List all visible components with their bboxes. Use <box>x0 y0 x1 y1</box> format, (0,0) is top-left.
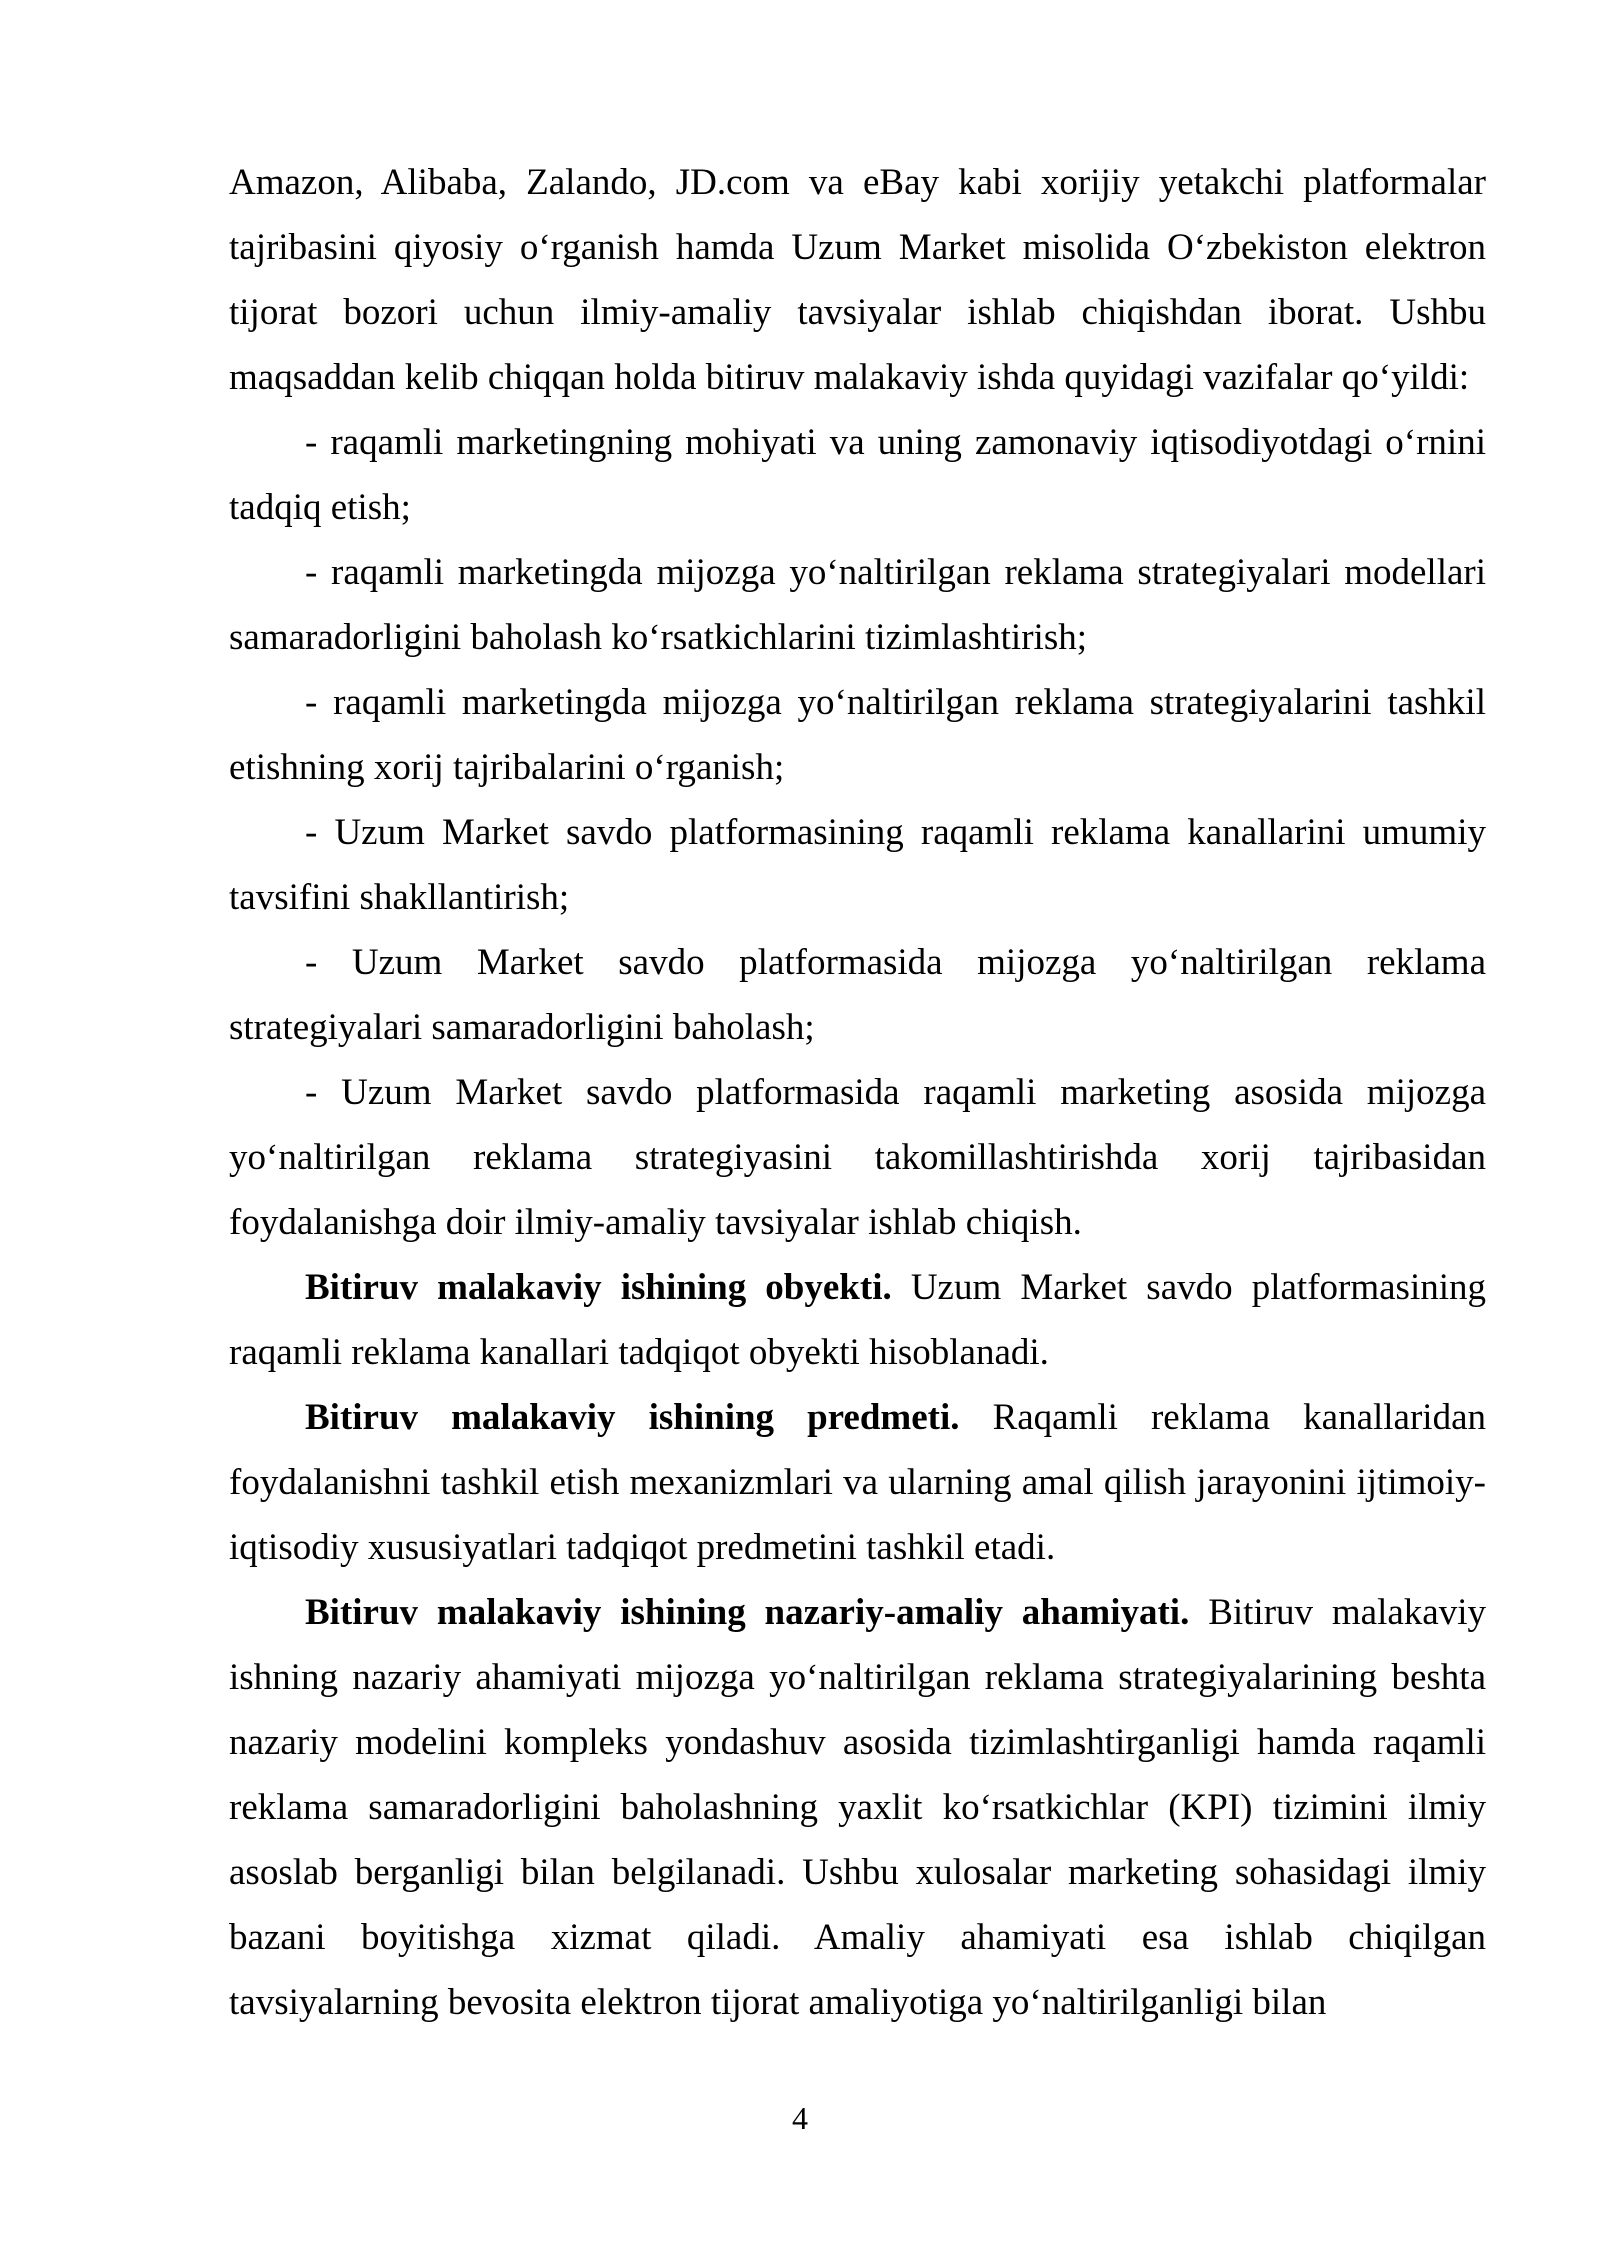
paragraph-text: Uzum Market savdo platformasining raqamli reklama kanallari tadqiqot obyekti hisoblanadi. <box>229 1267 1487 1373</box>
page-number: 4 <box>792 2100 808 2136</box>
paragraph-heading: Bitiruv malakaviy ishining obyekti. <box>305 1267 892 1308</box>
paragraph-intro <box>229 150 1486 410</box>
list-item-task-6 <box>229 1060 1486 1255</box>
list-item-text: - raqamli marketingning mohiyati va uning zamonaviy iqtisodiyotdagi o‘rnini tadqiq etish; <box>229 422 1486 528</box>
list-item-text: - Uzum Market savdo platformasida mijozga yo‘naltirilgan reklama strategiyalari samaradorligini baholash; <box>229 942 1486 1048</box>
list-item-task-5 <box>229 930 1486 1060</box>
page-body <box>229 150 1486 2035</box>
list-item-text: - Uzum Market savdo platformasida raqamli marketing asosida mijozga yo‘naltirilgan reklama strategiyasini takomillashtirishda xorij tajribasidan foydalanishga doir ilmiy-amaliy tavsiyalar ishlab chiqish. <box>229 1072 1486 1243</box>
paragraph-object <box>229 1255 1486 1385</box>
paragraph-significance <box>229 1580 1486 2035</box>
list-item-task-4 <box>229 800 1486 930</box>
paragraph-text: Raqamli reklama kanallaridan foydalanishni tashkil etish mexanizmlari va ularning amal qilish jarayonini ijtimoiy-iqtisodiy xususiyatlari tadqiqot predmetini tashkil etadi. <box>229 1397 1486 1568</box>
paragraph-heading: Bitiruv malakaviy ishining nazariy-amaliy ahamiyati. <box>305 1592 1190 1633</box>
list-item-task-2 <box>229 540 1486 670</box>
paragraph-text: Bitiruv malakaviy ishning nazariy ahamiyati mijozga yo‘naltirilgan reklama strategiyalarining beshta nazariy modelini kompleks yondashuv asosida tizimlashtirganligi hamda raqamli reklama samaradorligini baholashning yaxlit ko‘rsatkichlar (KPI) tizimini ilmiy asoslab berganligi bilan belgilanadi. Ushbu xulosalar marketing sohasidagi ilmiy bazani boyitishga xizmat qiladi. Amaliy ahamiyati esa ishlab chiqilgan tavsiyalarning bevosita elektron tijorat amaliyotiga yo‘naltirilganligi bilan <box>229 1592 1486 2023</box>
list-item-text: - raqamli marketingda mijozga yo‘naltirilgan reklama strategiyalarini tashkil etishning xorij tajribalarini o‘rganish; <box>229 682 1486 788</box>
paragraph-subject <box>229 1385 1486 1580</box>
list-item-text: - Uzum Market savdo platformasining raqamli reklama kanallarini umumiy tavsifini shakllantirish; <box>229 812 1486 918</box>
paragraph-text: Amazon, Alibaba, Zalando, JD.com va eBay kabi xorijiy yetakchi platformalar tajribasini qiyosiy o‘rganish hamda Uzum Market misolida O‘zbekiston elektron tijorat bozori uchun ilmiy-amaliy tavsiyalar ishlab chiqishdan iborat. Ushbu maqsaddan kelib chiqqan holda bitiruv malakaviy ishda quyidagi vazifalar qo‘yildi: <box>229 162 1486 398</box>
list-item-task-3 <box>229 670 1486 800</box>
list-item-text: - raqamli marketingda mijozga yo‘naltirilgan reklama strategiyalari modellari samaradorligini baholash ko‘rsatkichlarini tizimlashtirish; <box>229 552 1486 658</box>
paragraph-heading: Bitiruv malakaviy ishining predmeti. <box>305 1397 960 1438</box>
list-item-task-1 <box>229 410 1486 540</box>
